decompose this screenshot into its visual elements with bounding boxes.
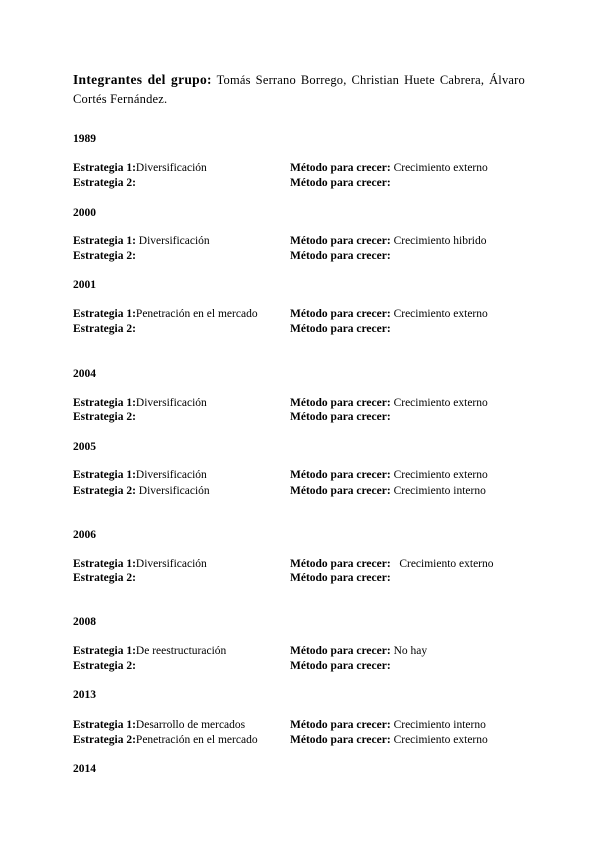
- strategy-row: [73, 733, 525, 748]
- strategy-row: [73, 571, 525, 586]
- strategy-row: [73, 484, 525, 499]
- group-members-paragraph: [73, 70, 525, 109]
- strategy-row: [73, 659, 525, 674]
- method-value: Crecimiento interno: [393, 485, 486, 497]
- year-heading: 2005: [73, 441, 96, 453]
- method-value: Crecimiento externo: [393, 558, 494, 570]
- year-heading: 2004: [73, 368, 96, 380]
- method-label: Método para crecer:: [290, 397, 391, 409]
- method-label: Método para crecer:: [290, 734, 391, 746]
- method-value: No hay: [393, 645, 428, 657]
- strategy-value: De reestructuración: [135, 645, 227, 657]
- strategy-label: Estrategia 1:: [73, 558, 136, 570]
- strategy-label: Estrategia 1:: [73, 719, 136, 731]
- group-members-label: Integrantes del grupo:: [73, 72, 212, 87]
- strategy-label: Estrategia 2:: [73, 177, 136, 189]
- strategy-value: Desarrollo de mercados: [135, 719, 246, 731]
- strategy-label: Estrategia 2:: [73, 485, 136, 497]
- strategy-row: [73, 396, 525, 411]
- method-label: Método para crecer:: [290, 323, 391, 335]
- strategy-label: Estrategia 1:: [73, 397, 136, 409]
- strategy-row: [73, 176, 525, 191]
- strategy-label: Estrategia 1:: [73, 645, 136, 657]
- year-heading: 2008: [73, 616, 96, 628]
- method-value: Crecimiento externo: [393, 162, 488, 174]
- strategy-label: Estrategia 2:: [73, 734, 136, 746]
- strategy-label: Estrategia 2:: [73, 411, 136, 423]
- group-members-names: Tomás Serrano Borrego, Christian Huete Cabrera, Álvaro Cortés Fernández.: [73, 73, 525, 106]
- strategy-value: Diversificación: [135, 558, 207, 570]
- method-label: Método para crecer:: [290, 645, 391, 657]
- method-label: Método para crecer:: [290, 177, 391, 189]
- method-label: Método para crecer:: [290, 485, 391, 497]
- strategy-label: Estrategia 1:: [73, 469, 136, 481]
- year-heading: 2001: [73, 279, 96, 291]
- method-label: Método para crecer:: [290, 660, 391, 672]
- method-label: Método para crecer:: [290, 250, 391, 262]
- strategy-value: Penetración en el mercado: [135, 734, 258, 746]
- method-value: Crecimiento hibrido: [393, 235, 487, 247]
- method-value: Crecimiento externo: [393, 734, 488, 746]
- strategy-row: [73, 307, 525, 322]
- method-value: Crecimiento externo: [393, 308, 488, 320]
- strategy-row: [73, 557, 525, 572]
- method-label: Método para crecer:: [290, 308, 391, 320]
- year-heading: 2006: [73, 529, 96, 541]
- strategy-row: [73, 718, 525, 733]
- strategy-label: Estrategia 1:: [73, 235, 136, 247]
- strategy-value: Diversificación: [135, 485, 210, 497]
- strategy-value: Diversificación: [135, 235, 210, 247]
- strategy-value: Diversificación: [135, 397, 207, 409]
- method-label: Método para crecer:: [290, 719, 391, 731]
- strategy-row: [73, 161, 525, 176]
- strategy-value: Penetración en el mercado: [135, 308, 258, 320]
- method-label: Método para crecer:: [290, 235, 391, 247]
- strategy-label: Estrategia 1:: [73, 308, 136, 320]
- year-heading: 1989: [73, 133, 96, 145]
- strategy-row: [73, 234, 525, 249]
- year-heading: 2000: [73, 207, 96, 219]
- strategy-row: [73, 322, 525, 337]
- method-value: Crecimiento interno: [393, 719, 486, 731]
- strategy-value: Diversificación: [135, 162, 207, 174]
- strategy-label: Estrategia 1:: [73, 162, 136, 174]
- method-label: Método para crecer:: [290, 162, 391, 174]
- strategy-value: Diversificación: [135, 469, 207, 481]
- method-label: Método para crecer:: [290, 411, 391, 423]
- method-label: Método para crecer:: [290, 572, 391, 584]
- strategy-row: [73, 468, 525, 483]
- method-value: Crecimiento externo: [393, 469, 488, 481]
- strategy-label: Estrategia 2:: [73, 572, 136, 584]
- method-label: Método para crecer:: [290, 469, 391, 481]
- method-label: Método para crecer:: [290, 558, 391, 570]
- strategy-row: [73, 249, 525, 264]
- strategy-label: Estrategia 2:: [73, 660, 136, 672]
- method-value: Crecimiento externo: [393, 397, 488, 409]
- strategy-row: [73, 644, 525, 659]
- year-heading: 2014: [73, 763, 96, 775]
- strategy-row: [73, 410, 525, 425]
- strategy-label: Estrategia 2:: [73, 250, 136, 262]
- strategy-label: Estrategia 2:: [73, 323, 136, 335]
- year-heading: 2013: [73, 689, 96, 701]
